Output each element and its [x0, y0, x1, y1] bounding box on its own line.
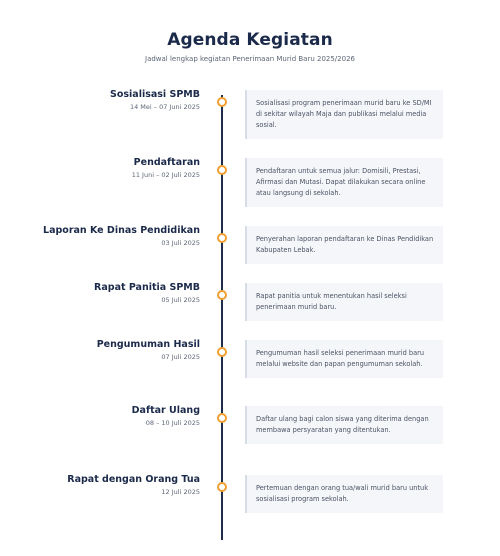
timeline-item-date: 03 Juli 2025 [161, 239, 200, 247]
timeline-item-date: 05 Juli 2025 [161, 296, 200, 304]
timeline-item-description: Pendaftaran untuk semua jalur: Domisili, Prestasi, Afirmasi dan Mutasi. Dapat dilakukan secara online atau langsung di sekolah. [245, 158, 443, 207]
timeline-item-date: 11 Juni – 02 Juli 2025 [131, 171, 200, 179]
timeline-item-heading [110, 89, 200, 111]
page-subtitle: Jadwal lengkap kegiatan Penerimaan Murid Baru 2025/2026 [145, 55, 355, 63]
timeline-item-heading [132, 157, 200, 179]
timeline-item-title: Laporan Ke Dinas Pendidikan [43, 225, 200, 236]
timeline-item-heading [132, 405, 200, 427]
timeline-item-heading [43, 225, 200, 247]
timeline-item-title: Rapat Panitia SPMB [94, 282, 200, 293]
timeline-item-date: 08 – 10 Juli 2025 [145, 419, 200, 427]
timeline-item-heading [67, 474, 200, 496]
timeline-dot-icon [217, 165, 227, 175]
timeline-item-title: Pendaftaran [133, 157, 200, 168]
timeline-item-date: 07 Juli 2025 [161, 353, 200, 361]
timeline-item-date: 14 Mei – 07 Juni 2025 [129, 103, 200, 111]
timeline-item-description: Sosialisasi program penerimaan murid baru ke SD/MI di sekitar wilayah Maja dan publikasi melalui media sosial. [245, 90, 443, 139]
timeline-item-title: Sosialisasi SPMB [110, 89, 200, 100]
timeline-item-heading [94, 282, 200, 304]
timeline-item-description: Daftar ulang bagi calon siswa yang diterima dengan membawa persyaratan yang ditentukan. [245, 406, 443, 444]
timeline-axis [221, 95, 223, 540]
timeline-dot-icon [217, 233, 227, 243]
timeline-item-date: 12 Juli 2025 [161, 488, 200, 496]
timeline-item-description: Penyerahan laporan pendaftaran ke Dinas Pendidikan Kabupaten Lebak. [245, 226, 443, 264]
page-title: Agenda Kegiatan [167, 30, 333, 50]
timeline-item-description: Rapat panitia untuk menentukan hasil seleksi penerimaan murid baru. [245, 283, 443, 321]
timeline-item-title: Rapat dengan Orang Tua [67, 474, 200, 485]
timeline-item-title: Pengumuman Hasil [96, 339, 200, 350]
timeline-item-description: Pertemuan dengan orang tua/wali murid baru untuk sosialisasi program sekolah. [245, 475, 443, 513]
timeline-dot-icon [217, 482, 227, 492]
timeline-dot-icon [217, 97, 227, 107]
timeline-dot-icon [217, 347, 227, 357]
timeline-item-heading [97, 339, 200, 361]
timeline-item-description: Pengumuman hasil seleksi penerimaan murid baru melalui website dan papan pengumuman sekolah. [245, 340, 443, 378]
timeline-dot-icon [217, 290, 227, 300]
timeline-dot-icon [217, 413, 227, 423]
timeline-item-title: Daftar Ulang [131, 405, 200, 416]
